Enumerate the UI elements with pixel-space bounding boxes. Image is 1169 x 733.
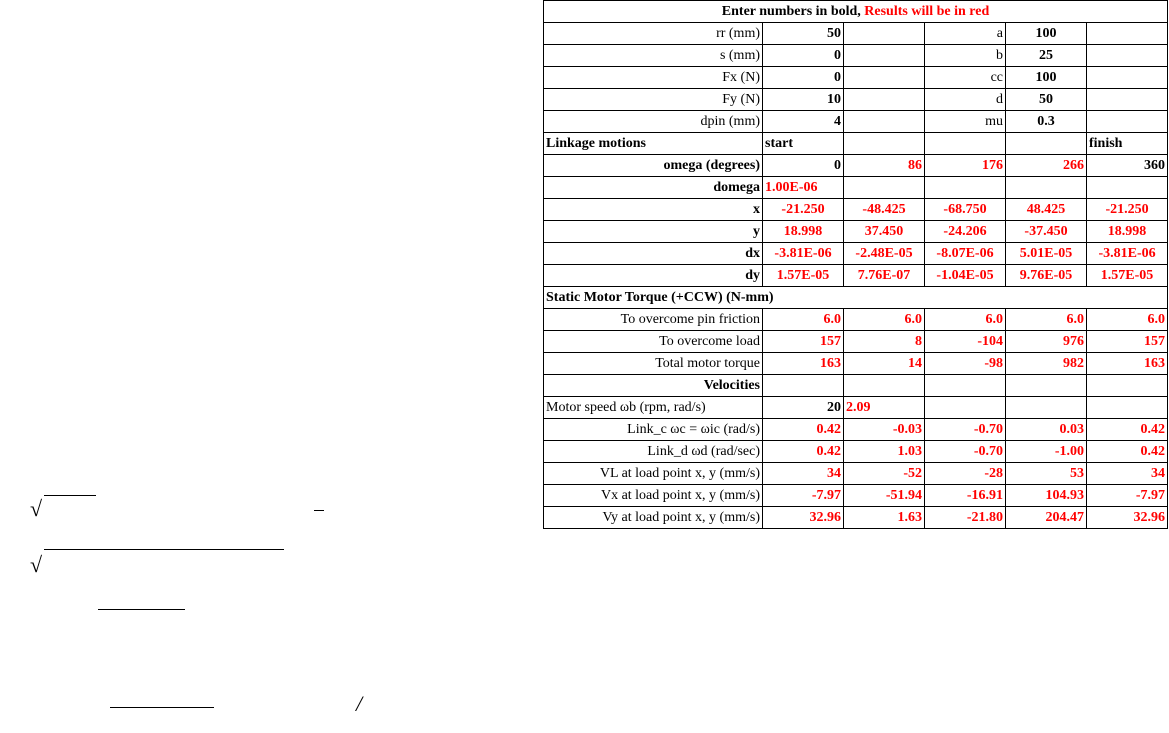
empty-cell (1087, 23, 1168, 45)
motion-value: -24.206 (925, 221, 1006, 243)
velocity-value: -7.97 (1087, 485, 1168, 507)
velocity-value: -21.80 (925, 507, 1006, 529)
section-title-velocities: Velocities (544, 375, 763, 397)
motion-label: dx (544, 243, 763, 265)
torque-value: 6.0 (1006, 309, 1087, 331)
velocity-value: 34 (763, 463, 844, 485)
input-row (544, 67, 1168, 89)
empty-cell (1087, 397, 1168, 419)
motor-speed-label: Motor speed ωb (rpm, rad/s) (544, 397, 763, 419)
velocity-row (544, 419, 1168, 441)
velocity-value: 1.63 (844, 507, 925, 529)
velocity-label: Vx at load point x, y (mm/s) (544, 485, 763, 507)
motion-value: 1.57E-05 (1087, 265, 1168, 287)
velocity-value: -7.97 (763, 485, 844, 507)
empty-cell (844, 89, 925, 111)
velocity-value: 0.42 (1087, 441, 1168, 463)
empty-cell (844, 67, 925, 89)
motion-value: 18.998 (1087, 221, 1168, 243)
empty-cell (1087, 375, 1168, 397)
velocity-value: 32.96 (1087, 507, 1168, 529)
empty-cell (844, 133, 925, 155)
sqrt-bar-2 (44, 549, 284, 550)
omega-value: 176 (925, 155, 1006, 177)
velocity-value: -0.03 (844, 419, 925, 441)
input-value-2[interactable]: 50 (1006, 89, 1087, 111)
input-label-2: d (925, 89, 1006, 111)
motion-value: -3.81E-06 (1087, 243, 1168, 265)
omega-row (544, 155, 1168, 177)
motion-value: 48.425 (1006, 199, 1087, 221)
fraction-bar-1 (98, 609, 185, 610)
empty-cell (844, 23, 925, 45)
motion-value: -2.48E-05 (844, 243, 925, 265)
input-label-2: b (925, 45, 1006, 67)
motion-value: -8.07E-06 (925, 243, 1006, 265)
motion-value: 9.76E-05 (1006, 265, 1087, 287)
velocity-value: 53 (1006, 463, 1087, 485)
input-row (544, 45, 1168, 67)
velocity-label: Vy at load point x, y (mm/s) (544, 507, 763, 529)
input-label: Fy (N) (544, 89, 763, 111)
motion-row (544, 221, 1168, 243)
input-label: Fx (N) (544, 67, 763, 89)
torque-value: -98 (925, 353, 1006, 375)
sqrt-bar-1 (44, 495, 96, 496)
header-row (544, 1, 1168, 23)
motion-label: dy (544, 265, 763, 287)
torque-label: To overcome load (544, 331, 763, 353)
empty-cell (925, 375, 1006, 397)
torque-label: To overcome pin friction (544, 309, 763, 331)
torque-value: 157 (763, 331, 844, 353)
velocities-header-row (544, 375, 1168, 397)
torque-row (544, 353, 1168, 375)
sqrt-symbol-2: √ (30, 552, 43, 577)
velocity-value: -0.70 (925, 419, 1006, 441)
omega-value: 86 (844, 155, 925, 177)
spreadsheet-table (543, 0, 1168, 529)
torque-row (544, 309, 1168, 331)
empty-cell (1006, 177, 1087, 199)
velocity-value: 0.03 (1006, 419, 1087, 441)
omega-start-value[interactable]: 0 (763, 155, 844, 177)
velocity-value: 34 (1087, 463, 1168, 485)
input-value[interactable]: 10 (763, 89, 844, 111)
fraction-bar-2 (110, 707, 214, 708)
empty-cell (1006, 133, 1087, 155)
motion-row (544, 243, 1168, 265)
empty-cell (1087, 177, 1168, 199)
torque-value: 6.0 (763, 309, 844, 331)
omega-value: 266 (1006, 155, 1087, 177)
velocity-label: VL at load point x, y (mm/s) (544, 463, 763, 485)
torque-value: 163 (763, 353, 844, 375)
linkage-spreadsheet (543, 0, 1168, 529)
input-label-2: cc (925, 67, 1006, 89)
motion-label: x (544, 199, 763, 221)
empty-cell (1087, 111, 1168, 133)
header-instruction: Enter numbers in bold, (721, 3, 861, 19)
input-label-2: a (925, 23, 1006, 45)
velocity-label: Link_d ωd (rad/sec) (544, 441, 763, 463)
torque-value: 6.0 (1087, 309, 1168, 331)
velocity-row (544, 507, 1168, 529)
input-row (544, 111, 1168, 133)
torque-value: 6.0 (844, 309, 925, 331)
input-value[interactable]: 50 (763, 23, 844, 45)
motion-value: 18.998 (763, 221, 844, 243)
velocity-value: 0.42 (763, 419, 844, 441)
input-value-2[interactable]: 100 (1006, 67, 1087, 89)
input-label: s (mm) (544, 45, 763, 67)
empty-cell (925, 397, 1006, 419)
header-results-note: Results will be in red (864, 3, 990, 19)
motion-value: 7.76E-07 (844, 265, 925, 287)
velocity-value: 32.96 (763, 507, 844, 529)
input-value[interactable]: 0 (763, 67, 844, 89)
motion-value: -1.04E-05 (925, 265, 1006, 287)
empty-cell (844, 177, 925, 199)
empty-cell (844, 45, 925, 67)
velocity-value: -16.91 (925, 485, 1006, 507)
sqrt-symbol-1: √ (30, 496, 43, 521)
torque-header-row (544, 287, 1168, 309)
domega-value: 1.00E-06 (763, 177, 844, 199)
section-title-linkage: Linkage motions (544, 133, 763, 155)
motion-value: -21.250 (763, 199, 844, 221)
torque-label: Total motor torque (544, 353, 763, 375)
division-slash: / (356, 691, 363, 716)
motion-value: 37.450 (844, 221, 925, 243)
velocity-row (544, 485, 1168, 507)
input-label: dpin (mm) (544, 111, 763, 133)
empty-cell (844, 375, 925, 397)
input-row (544, 23, 1168, 45)
motion-value: 5.01E-05 (1006, 243, 1087, 265)
velocity-value: -28 (925, 463, 1006, 485)
header-cell (544, 1, 1168, 23)
empty-cell (925, 133, 1006, 155)
finish-label: finish (1087, 133, 1168, 155)
torque-value: 157 (1087, 331, 1168, 353)
velocity-value: 0.42 (763, 441, 844, 463)
torque-value: 14 (844, 353, 925, 375)
velocity-row (544, 463, 1168, 485)
empty-cell (925, 177, 1006, 199)
velocity-value: -51.94 (844, 485, 925, 507)
input-value-2[interactable]: 100 (1006, 23, 1087, 45)
input-value[interactable]: 4 (763, 111, 844, 133)
empty-cell (763, 375, 844, 397)
empty-cell (1006, 375, 1087, 397)
velocity-value: 104.93 (1006, 485, 1087, 507)
motion-label: y (544, 221, 763, 243)
motor-speed-rads: 2.09 (844, 397, 925, 419)
motor-speed-row (544, 397, 1168, 419)
motion-value: -37.450 (1006, 221, 1087, 243)
input-value-2[interactable]: 25 (1006, 45, 1087, 67)
velocity-row (544, 441, 1168, 463)
input-label: rr (mm) (544, 23, 763, 45)
input-row (544, 89, 1168, 111)
velocity-value: 0.42 (1087, 419, 1168, 441)
fraction-bar-small (314, 510, 324, 511)
input-value-2[interactable]: 0.3 (1006, 111, 1087, 133)
motion-value: -3.81E-06 (763, 243, 844, 265)
velocity-value: -0.70 (925, 441, 1006, 463)
velocity-value: 1.03 (844, 441, 925, 463)
input-label-2: mu (925, 111, 1006, 133)
torque-value: 6.0 (925, 309, 1006, 331)
torque-value: 976 (1006, 331, 1087, 353)
empty-cell (844, 111, 925, 133)
velocity-value: -52 (844, 463, 925, 485)
motion-row (544, 265, 1168, 287)
torque-value: 163 (1087, 353, 1168, 375)
torque-value: 8 (844, 331, 925, 353)
motion-value: 1.57E-05 (763, 265, 844, 287)
torque-value: -104 (925, 331, 1006, 353)
motion-row (544, 199, 1168, 221)
velocity-value: 204.47 (1006, 507, 1087, 529)
motor-speed-rpm[interactable]: 20 (763, 397, 844, 419)
velocity-label: Link_c ωc = ωic (rad/s) (544, 419, 763, 441)
motion-value: -48.425 (844, 199, 925, 221)
empty-cell (1087, 89, 1168, 111)
motion-value: -21.250 (1087, 199, 1168, 221)
domega-row (544, 177, 1168, 199)
motion-value: -68.750 (925, 199, 1006, 221)
omega-label: omega (degrees) (544, 155, 763, 177)
velocity-value: -1.00 (1006, 441, 1087, 463)
empty-cell (1087, 45, 1168, 67)
start-label: start (763, 133, 844, 155)
empty-cell (1087, 67, 1168, 89)
input-value[interactable]: 0 (763, 45, 844, 67)
linkage-header-row (544, 133, 1168, 155)
domega-label: domega (544, 177, 763, 199)
empty-cell (1006, 397, 1087, 419)
torque-value: 982 (1006, 353, 1087, 375)
torque-row (544, 331, 1168, 353)
omega-finish-value[interactable]: 360 (1087, 155, 1168, 177)
section-title-torque: Static Motor Torque (+CCW) (N-mm) (544, 287, 1168, 309)
